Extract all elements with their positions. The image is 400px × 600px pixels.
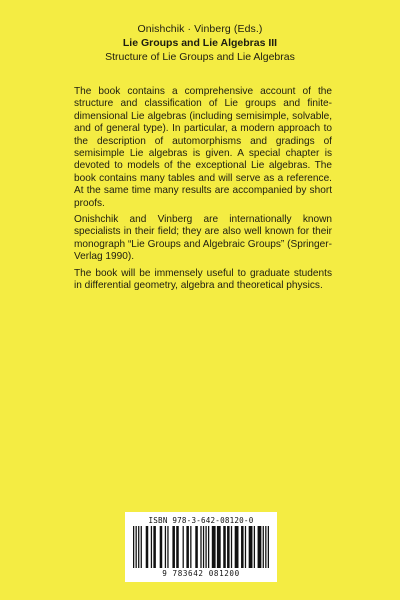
barcode-bar xyxy=(183,526,184,568)
barcode-bar xyxy=(133,526,134,568)
barcode-bar xyxy=(195,526,198,568)
book-title: Lie Groups and Lie Algebras III xyxy=(122,37,278,49)
description-paragraph-1: The book contains a comprehensive account of the structure and classification of Lie groups and finite-dimensional Lie algebras (including semisimple, solvable, and of general type). In particular, a modern approach to the description of automorphisms and gradings of semisimple Lie algebras is given. A special chapter is devoted to models of the exceptional Lie algebras. The book contains many tables and will serve as a reference. At the same time many results are accompanied by short proofs. xyxy=(74,86,332,209)
barcode-bar xyxy=(203,526,204,568)
barcode-bar xyxy=(151,526,152,568)
description-paragraph-3: The book will be immensely useful to graduate students in differential geometry, algebra and theoretical physics. xyxy=(74,267,332,292)
barcode-bar xyxy=(268,526,269,568)
barcode-bars xyxy=(133,526,269,568)
barcode-bar xyxy=(235,526,239,568)
barcode-bar xyxy=(205,526,206,568)
book-description xyxy=(74,86,332,297)
barcode-bar xyxy=(212,526,216,568)
barcode-bar xyxy=(167,526,168,568)
barcode-bar xyxy=(186,526,189,568)
barcode-bar xyxy=(208,526,209,568)
barcode-bar xyxy=(200,526,201,568)
barcode-bar xyxy=(176,526,179,568)
barcode-bar xyxy=(141,526,142,568)
barcode-bar xyxy=(245,526,246,568)
isbn-number: ISBN 978-3-642-08120-0 xyxy=(148,516,254,525)
barcode-bar xyxy=(265,526,266,568)
barcode-bar xyxy=(254,526,255,568)
barcode-digits: 9 783642 081200 xyxy=(162,569,240,578)
barcode-bar xyxy=(172,526,175,568)
barcode-bar xyxy=(227,526,230,568)
barcode-bar xyxy=(160,526,163,568)
barcode-bar xyxy=(263,526,264,568)
book-subtitle: Structure of Lie Groups and Lie Algebras xyxy=(105,51,295,63)
barcode-bar xyxy=(223,526,226,568)
barcode-bar xyxy=(190,526,191,568)
cover-header xyxy=(0,22,400,64)
barcode-bar xyxy=(231,526,232,568)
barcode-bar xyxy=(153,526,156,568)
barcode-bar xyxy=(249,526,253,568)
isbn-barcode xyxy=(125,512,277,582)
barcode-bar xyxy=(241,526,244,568)
editors-line: Onishchik · Vinberg (Eds.) xyxy=(137,23,263,35)
barcode-bar xyxy=(165,526,166,568)
description-paragraph-2: Onishchik and Vinberg are internationally known specialists in their field; they are also well known for their monograph “Lie Groups and Algebraic Groups” (Springer-Verlag 1990). xyxy=(74,214,332,263)
barcode-bar xyxy=(136,526,137,568)
barcode-bar xyxy=(217,526,221,568)
barcode-bar xyxy=(258,526,262,568)
barcode-bar xyxy=(138,526,139,568)
barcode-bar xyxy=(146,526,149,568)
